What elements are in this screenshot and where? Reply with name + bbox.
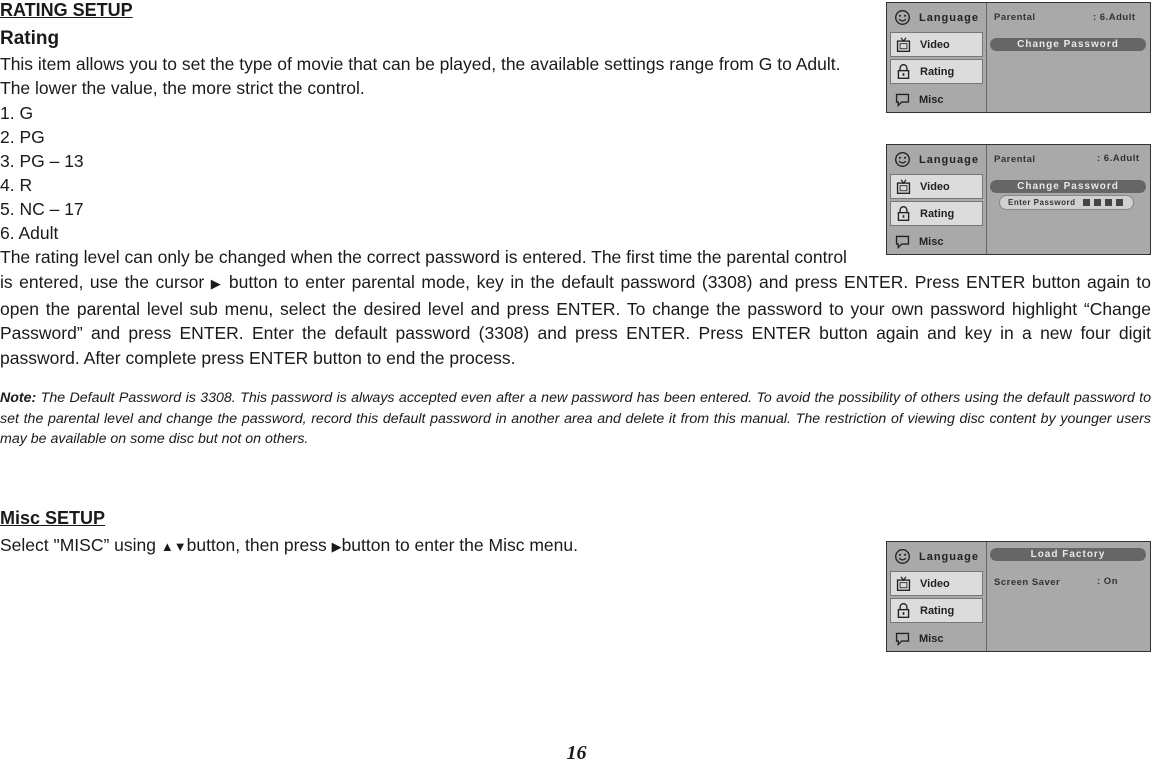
menu-item-label: Video	[920, 180, 950, 193]
rating-level-item: 2. PG	[0, 127, 45, 147]
osd-menu	[887, 542, 986, 651]
rating-body-paragraph	[0, 270, 1151, 370]
misc-text-part-3: button to enter the Misc menu.	[341, 535, 578, 555]
rating-body-part-1: is entered, use the cursor	[0, 272, 211, 292]
rating-level-item: 4. R	[0, 175, 33, 195]
menu-item-video[interactable]	[890, 571, 983, 596]
load-factory-button[interactable]: Load Factory	[990, 548, 1146, 561]
down-arrow-icon: ▼	[173, 539, 187, 554]
up-arrow-icon: ▲	[160, 539, 174, 554]
misc-setup-heading: Misc SETUP	[0, 508, 106, 528]
screen-saver-value[interactable]: : On	[1097, 576, 1118, 587]
osd-content	[986, 145, 1150, 254]
osd-panel-rating	[886, 2, 1151, 113]
osd-panel-password	[886, 144, 1151, 255]
speech-bubble-icon	[894, 233, 911, 250]
screen-saver-label: Screen Saver	[994, 577, 1061, 588]
parental-label: Parental	[994, 12, 1036, 23]
menu-item-label: Rating	[920, 65, 955, 78]
menu-item-language[interactable]	[890, 5, 983, 30]
menu-item-rating[interactable]	[890, 598, 983, 623]
right-arrow-icon: ▶	[210, 276, 223, 291]
menu-item-language[interactable]	[890, 147, 983, 172]
tv-icon	[895, 178, 912, 195]
menu-item-rating[interactable]	[890, 201, 983, 226]
menu-item-label: Misc	[919, 235, 944, 248]
enter-password-field[interactable]	[999, 195, 1134, 210]
rating-setup-heading: RATING SETUP	[0, 0, 133, 20]
lock-icon	[895, 63, 912, 80]
osd-menu	[887, 145, 986, 254]
note-paragraph	[0, 388, 1151, 450]
menu-item-label: Misc	[919, 632, 944, 645]
enter-password-label: Enter Password	[1008, 198, 1076, 207]
rating-level-item: 5. NC – 17	[0, 199, 84, 219]
change-password-button[interactable]: Change Password	[990, 38, 1146, 51]
rating-level-item: 1. G	[0, 103, 34, 123]
menu-item-label: Rating	[920, 207, 955, 220]
menu-item-label: Language	[919, 11, 979, 24]
parental-value[interactable]: : 6.Adult	[1097, 153, 1140, 164]
lock-icon	[895, 205, 912, 222]
speech-bubble-icon	[894, 630, 911, 647]
speech-bubble-icon	[894, 91, 911, 108]
menu-item-label: Language	[919, 550, 979, 563]
smiley-icon	[894, 9, 911, 26]
password-mask	[1083, 199, 1123, 206]
right-arrow-icon: ▶	[331, 539, 342, 554]
rating-body-part-2: button to enter parental mode, key in the default password (3308) and press ENTER. Press ENTER button again to open the parental level sub menu, select the desired level and press ENTER. To change the password to your own password highlight “Change Password” and press ENTER. Enter the default password (3308) and press ENTER. Press ENTER button again and key in a new four digit password. After complete press ENTER button to end the process.	[0, 272, 1151, 368]
osd-content	[986, 542, 1150, 651]
osd-menu	[887, 3, 986, 112]
menu-item-misc[interactable]	[890, 229, 983, 254]
page-number: 16	[566, 742, 587, 764]
tv-icon	[895, 575, 912, 592]
osd-panel-misc	[886, 541, 1151, 652]
tv-icon	[895, 36, 912, 53]
rating-subheading: Rating	[0, 28, 60, 49]
rating-body-line-1: The rating level can only be changed when the correct password is entered. The first time the parental control	[0, 247, 847, 267]
rating-level-item: 3. PG – 13	[0, 151, 84, 171]
menu-item-misc[interactable]	[890, 626, 983, 651]
misc-text-part-1: Select "MISC” using	[0, 535, 161, 555]
menu-item-video[interactable]	[890, 174, 983, 199]
menu-item-label: Misc	[919, 93, 944, 106]
menu-item-rating[interactable]	[890, 59, 983, 84]
smiley-icon	[894, 151, 911, 168]
rating-intro-line-1: This item allows you to set the type of movie that can be played, the available settings range from G to Adult.	[0, 54, 841, 74]
rating-level-item: 6. Adult	[0, 223, 59, 243]
osd-content	[986, 3, 1150, 112]
menu-item-label: Video	[920, 577, 950, 590]
lock-icon	[895, 602, 912, 619]
menu-item-language[interactable]	[890, 544, 983, 569]
rating-intro-line-2: The lower the value, the more strict the control.	[0, 78, 365, 98]
note-text: The Default Password is 3308. This password is always accepted even after a new password has been entered. To avoid the possibility of others using the default password to set the parental level and change the password, record this default password in another area and delete it from this manual. The restriction of viewing disc content by younger users may be available on some disc but not on others.	[0, 390, 1151, 447]
menu-item-label: Video	[920, 38, 950, 51]
menu-item-label: Language	[919, 153, 979, 166]
menu-item-video[interactable]	[890, 32, 983, 57]
smiley-icon	[894, 548, 911, 565]
note-label: Note:	[0, 390, 37, 406]
menu-item-label: Rating	[920, 604, 955, 617]
misc-text-part-2: button, then press	[186, 535, 332, 555]
misc-instruction	[0, 533, 578, 559]
parental-label: Parental	[994, 154, 1036, 165]
parental-value[interactable]: : 6.Adult	[1093, 12, 1136, 23]
menu-item-misc[interactable]	[890, 87, 983, 112]
change-password-button[interactable]: Change Password	[990, 180, 1146, 193]
